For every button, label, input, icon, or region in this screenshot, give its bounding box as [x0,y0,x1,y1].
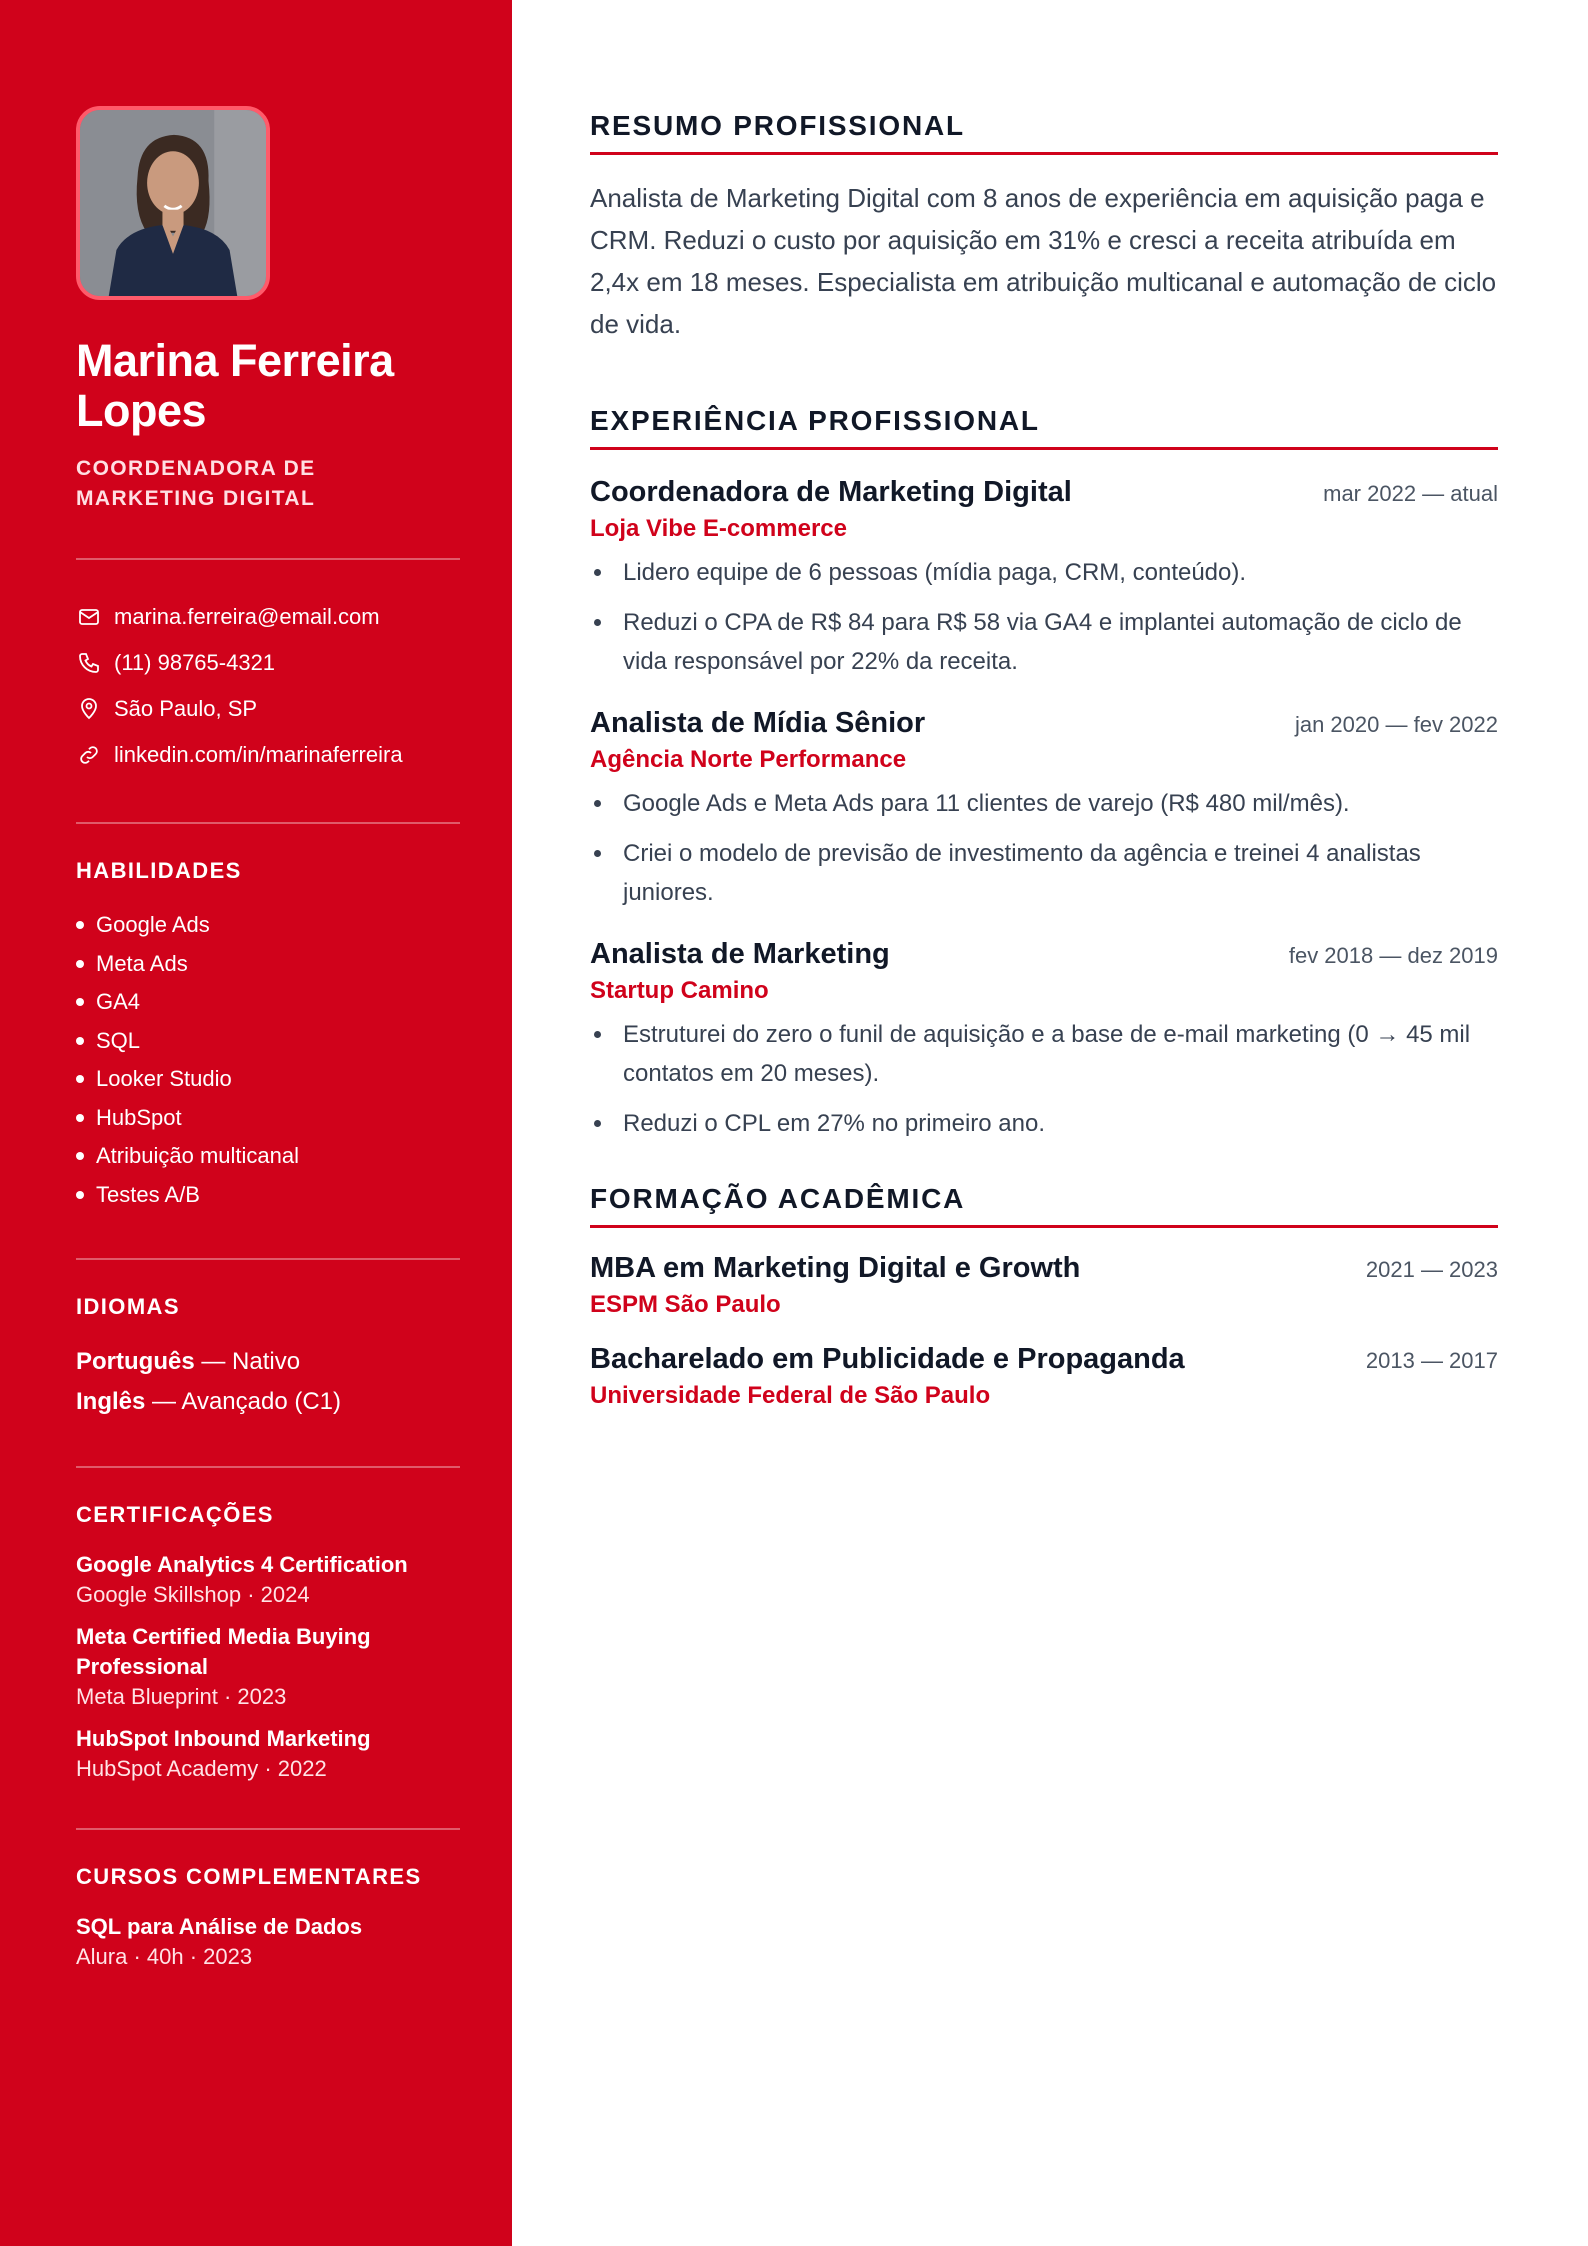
contact-email[interactable] [76,594,460,640]
degree-school: ESPM São Paulo [590,1291,781,1318]
sidebar-divider [76,1258,460,1260]
cert-title: Meta Certified Media Buying Professional [76,1624,371,1679]
bullet-dot [594,1031,601,1038]
course-title: SQL para Análise de Dados [76,1914,363,1939]
education-section [590,1183,1508,1410]
experience-heading: EXPERIÊNCIA PROFISSIONAL [590,405,1498,450]
job-bullet [590,834,1498,912]
cert-title: HubSpot Inbound Marketing [76,1726,371,1751]
profile-photo [76,106,270,300]
bullet-dot [76,960,84,968]
education-heading: FORMAÇÃO ACADÊMICA [590,1183,1498,1228]
bullet-text: Google Ads e Meta Ads para 11 clientes de varejo (R$ 480 mil/mês). [623,790,1350,817]
bullet-text: Reduzi o CPL em 27% no primeiro ano. [623,1110,1045,1137]
job-bullet [590,1104,1498,1143]
skill-label: GA4 [96,989,141,1014]
skill-item [76,1137,460,1176]
job-entry [590,938,1498,1143]
languages-section [76,1294,460,1422]
contact-phone[interactable] [76,640,460,686]
job-entry [590,476,1498,681]
job-title: Analista de Marketing [590,938,890,970]
language-item: Inglês — Avançado (C1) [76,1388,342,1415]
cert-issuer: Meta Blueprint · 2023 [76,1684,287,1709]
candidate-name: Marina Ferreira Lopes [76,335,394,436]
contact-linkedin-text: linkedin.com/in/marinaferreira [114,742,403,767]
bullet-dot [76,1152,84,1160]
bullet-dot [76,921,84,929]
mail-icon [76,604,102,630]
degree-date: 2021 — 2023 [1365,1257,1498,1282]
education-entry [590,1343,1498,1410]
sidebar [0,0,512,2246]
job-date: fev 2018 — dez 2019 [1288,943,1498,968]
contact-location [76,686,460,732]
bullet-dot [594,569,601,576]
bullet-dot [76,998,84,1006]
sidebar-divider [76,1828,460,1830]
skill-label: Meta Ads [96,950,188,976]
summary-text: Analista de Marketing Digital com 8 anos de experiência em aquisição paga e CRM. Reduzi o custo por aquisição em 31% e cresci a receita atribuída em 2,4x em 18 meses. Especialista em atribuição multicanal e automação de ciclo de vida. [590,183,1497,339]
skill-item [76,1176,460,1215]
job-bullet [590,553,1498,592]
job-company: Startup Camino [590,977,769,1004]
skill-label: Atribuição multicanal [96,1143,299,1168]
job-title: Analista de Mídia Sênior [590,707,926,739]
skill-item [76,983,460,1022]
contact-phone-text: (11) 98765-4321 [114,650,276,675]
location-icon [76,696,102,722]
sidebar-divider [76,558,460,560]
skill-item [76,1099,460,1138]
certifications-heading: CERTIFICAÇÕES [76,1502,274,1527]
job-date: mar 2022 — atual [1323,481,1498,506]
skill-item [76,1060,460,1099]
job-company: Loja Vibe E-commerce [590,515,847,542]
job-date: jan 2020 — fev 2022 [1294,712,1498,737]
contact-location-text: São Paulo, SP [114,696,258,721]
contact-list [76,594,460,778]
language-name: Inglês [76,1388,146,1415]
summary-heading: RESUMO PROFISSIONAL [590,110,1498,155]
candidate-role: COORDENADORA DE MARKETING DIGITAL [76,457,316,510]
skill-label: Testes A/B [96,1181,200,1207]
bullet-text: Estruturei do zero o funil de aquisição e a base de e-mail marketing (0 → 45 mil contatos em 20 meses). [623,1021,1471,1087]
contact-linkedin[interactable] [76,732,460,778]
courses-section [76,1864,460,1972]
phone-icon [76,650,102,676]
languages-heading: IDIOMAS [76,1294,180,1319]
degree-school: Universidade Federal de São Paulo [590,1382,991,1409]
degree-title: Bacharelado em Publicidade e Propaganda [590,1343,1185,1375]
skill-label: SQL [96,1027,141,1053]
cert-issuer: Google Skillshop · 2024 [76,1582,310,1607]
bullet-dot [76,1075,84,1083]
language-item: Português — Nativo [76,1348,301,1375]
course-item [76,1912,460,1972]
language-name: Português [76,1348,195,1375]
skill-label: Looker Studio [96,1066,232,1091]
language-level: Nativo [232,1348,301,1375]
cert-title: Google Analytics 4 Certification [76,1552,408,1577]
skills-section [76,858,460,1214]
bullet-dot [594,619,601,626]
degree-date: 2013 — 2017 [1365,1348,1498,1373]
bullet-dot [594,1120,601,1127]
bullet-text: Criei o modelo de previsão de investimento da agência e treinei 4 analistas juniores. [623,840,1421,906]
job-bullets [590,1015,1498,1143]
job-bullet [590,1015,1498,1093]
bullet-dot [76,1114,84,1122]
summary-section [590,110,1508,345]
course-details: Alura · 40h · 2023 [76,1944,253,1969]
job-bullets [590,553,1498,681]
degree-title: MBA em Marketing Digital e Growth [590,1252,1081,1284]
bullet-text: Reduzi o CPA de R$ 84 para R$ 58 via GA4 e implantei automação de ciclo de vida responsável por 22% da receita. [623,609,1462,675]
skills-list [76,906,460,1214]
skill-label: HubSpot [96,1104,182,1130]
bullet-dot [76,1037,84,1045]
bullet-dot [594,800,601,807]
cert-item [76,1550,460,1610]
bullet-dot [76,1191,84,1199]
skill-item [76,906,460,945]
cert-issuer: HubSpot Academy · 2022 [76,1756,327,1781]
sidebar-divider [76,1466,460,1468]
main-content [512,0,1588,2246]
bullet-text: Lidero equipe de 6 pessoas (mídia paga, CRM, conteúdo). [623,559,1247,586]
certifications-section [76,1502,460,1784]
experience-section [590,405,1508,1143]
contact-email-text: marina.ferreira@email.com [114,604,380,629]
avatar [80,110,266,296]
bullet-dot [594,850,601,857]
courses-heading: CURSOS COMPLEMENTARES [76,1864,422,1889]
job-company: Agência Norte Performance [590,746,907,773]
skill-item [76,1022,460,1061]
link-icon [76,742,102,768]
cert-item [76,1622,460,1712]
job-bullet [590,603,1498,681]
sidebar-divider [76,822,460,824]
job-title: Coordenadora de Marketing Digital [590,476,1072,508]
cert-item [76,1724,460,1784]
job-bullet [590,784,1498,823]
job-entry [590,707,1498,912]
language-level: Avançado (C1) [181,1388,342,1415]
job-bullets [590,784,1498,912]
education-entry [590,1252,1498,1319]
skill-item [76,945,460,984]
skills-heading: HABILIDADES [76,858,242,883]
skill-label: Google Ads [96,912,210,937]
